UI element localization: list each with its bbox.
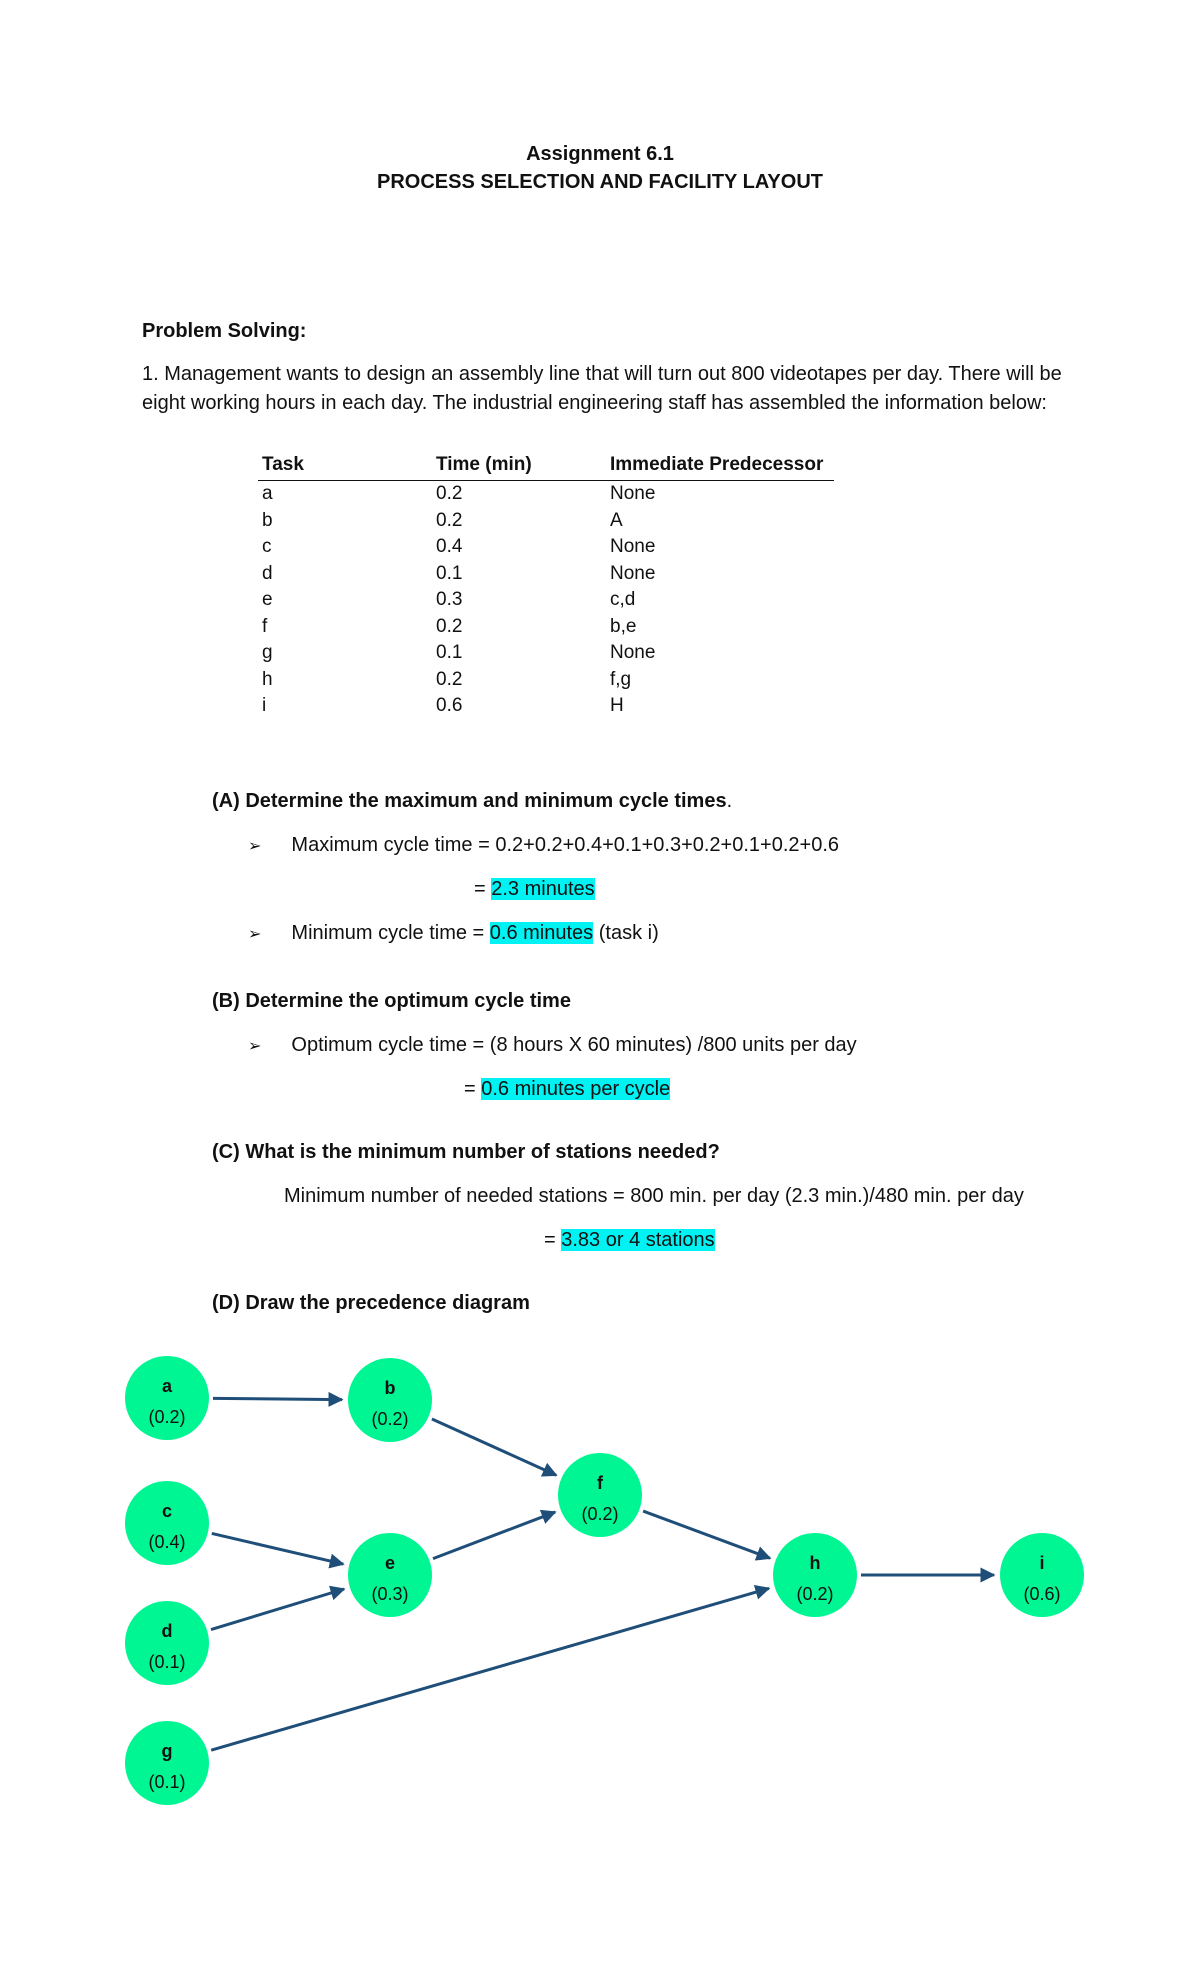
stations-result: 3.83 or 4 stations [561,1229,715,1251]
diagram-nodes [125,1356,1084,1805]
table-cell: 0.2 [436,668,463,690]
node-time: (0.3) [371,1584,409,1604]
node-circle [125,1356,209,1440]
table-cell: b,e [610,615,637,637]
table-header-row [258,452,834,481]
table-row [258,561,834,588]
table-cell: c,d [610,589,636,610]
table-row [258,640,834,667]
part-a-heading-period: . [726,790,733,812]
node-time: (0.2) [796,1584,834,1604]
edge-f-to-h [643,1511,770,1558]
max-cycle-result: 2.3 minutes [491,878,595,900]
table-row [258,667,834,694]
table-cell: None [610,642,656,663]
node-letter: d [161,1621,173,1641]
part-d-heading: (D) Draw the precedence diagram [212,1292,530,1314]
table-cell: f,g [610,668,632,690]
node-g [125,1721,209,1805]
node-d [125,1601,209,1685]
table-cell: 0.1 [436,562,463,584]
table-cell: a [262,483,273,504]
node-circle [558,1453,642,1537]
page-title: Assignment 6.1 [526,143,674,165]
table-row [258,508,834,535]
node-time: (0.1) [148,1772,186,1792]
table-cell: A [610,509,623,531]
precedence-diagram [0,1330,1200,1830]
table-cell: i [262,695,267,716]
table-cell: f [262,615,268,637]
optimum-cycle-formula: Optimum cycle time = (8 hours X 60 minutes) /800 units per day [291,1034,857,1056]
table-header-task: Task [258,452,432,481]
table-cell: 0.3 [436,589,463,610]
node-circle [125,1481,209,1565]
node-circle [125,1721,209,1805]
node-time: (0.4) [148,1532,186,1552]
node-e [348,1533,432,1617]
part-b-result [464,1078,670,1101]
edge-g-to-h [211,1588,769,1750]
table-cell: 0.1 [436,642,463,663]
problem-statement: 1. Management wants to design an assembly line that will turn out 800 videotapes per day. There will be eight working hours in each day. The industrial engineering staff has assembled the information below: [142,363,1062,414]
node-letter: c [161,1501,173,1521]
node-letter: e [384,1553,396,1573]
node-time: (0.6) [1023,1584,1061,1604]
node-letter: a [161,1376,173,1396]
part-c-heading: (C) What is the minimum number of stations needed? [212,1141,720,1163]
table-cell: 0.4 [436,536,463,557]
node-circle [348,1358,432,1442]
part-a-result-max [474,878,595,901]
section-heading: Problem Solving: [142,320,307,342]
table-cell: None [610,562,656,584]
part-a-bullet-max [248,834,839,857]
part-a-heading [212,790,732,813]
part-c-formula: Minimum number of needed stations = 800 min. per day (2.3 min.)/480 min. per day [284,1185,1024,1207]
edge-d-to-e [211,1589,344,1630]
node-letter: f [597,1473,603,1493]
table-row [258,534,834,561]
node-b [348,1358,432,1442]
node-letter: i [1039,1553,1045,1573]
node-time: (0.2) [581,1504,619,1524]
table-cell: d [262,562,273,584]
table-cell: None [610,536,656,557]
table-cell: h [262,668,273,690]
table-row [258,614,834,641]
edge-a-to-b [213,1398,342,1399]
table-cell: H [610,695,624,716]
arrow-bullet-icon: ➢ [248,1038,262,1055]
table-header-time: Time (min) [432,452,606,481]
table-cell: 0.2 [436,509,463,531]
min-cycle-label: Minimum cycle time = [291,922,490,944]
node-i [1000,1533,1084,1617]
table-cell: b [262,509,273,531]
diagram-edges [211,1398,994,1750]
table-row [258,587,834,614]
part-a-bullet-min [248,922,659,945]
node-letter: h [809,1553,821,1573]
table-row [258,481,834,508]
equals-sign: = [544,1229,562,1251]
equals-sign: = [464,1078,482,1100]
table-cell: None [610,483,656,504]
arrow-bullet-icon: ➢ [248,838,262,855]
max-cycle-formula: Maximum cycle time = 0.2+0.2+0.4+0.1+0.3+0.2+0.1+0.2+0.6 [291,834,839,856]
table-cell: c [262,536,272,557]
node-circle [125,1601,209,1685]
edge-e-to-f [433,1512,555,1559]
part-a-heading-text: (A) Determine the maximum and minimum cycle times [212,790,727,812]
table-header-predecessor: Immediate Predecessor [606,452,834,481]
edge-c-to-e [212,1533,343,1564]
optimum-cycle-result: 0.6 minutes per cycle [481,1078,671,1100]
node-h [773,1533,857,1617]
edge-b-to-f [432,1419,556,1475]
min-cycle-note: (task i) [593,922,659,944]
node-letter: b [384,1378,396,1398]
part-c-result [544,1229,715,1252]
node-time: (0.1) [148,1652,186,1672]
node-circle [1000,1533,1084,1617]
part-b-heading: (B) Determine the optimum cycle time [212,990,571,1012]
node-time: (0.2) [148,1407,186,1427]
task-table [258,452,834,720]
arrow-bullet-icon: ➢ [248,926,262,943]
page-subtitle: PROCESS SELECTION AND FACILITY LAYOUT [377,171,823,193]
table-cell: e [262,589,273,610]
node-time: (0.2) [371,1409,409,1429]
node-circle [773,1533,857,1617]
table-cell: 0.2 [436,615,463,637]
min-cycle-result: 0.6 minutes [489,922,594,944]
table-cell: 0.6 [436,695,463,716]
node-f [558,1453,642,1537]
table-row [258,693,834,720]
node-circle [348,1533,432,1617]
table-cell: 0.2 [436,483,463,504]
part-b-bullet [248,1034,857,1057]
equals-sign: = [474,878,492,900]
table-cell: g [262,642,273,663]
node-a [125,1356,209,1440]
node-c [125,1481,209,1565]
node-letter: g [161,1741,173,1761]
